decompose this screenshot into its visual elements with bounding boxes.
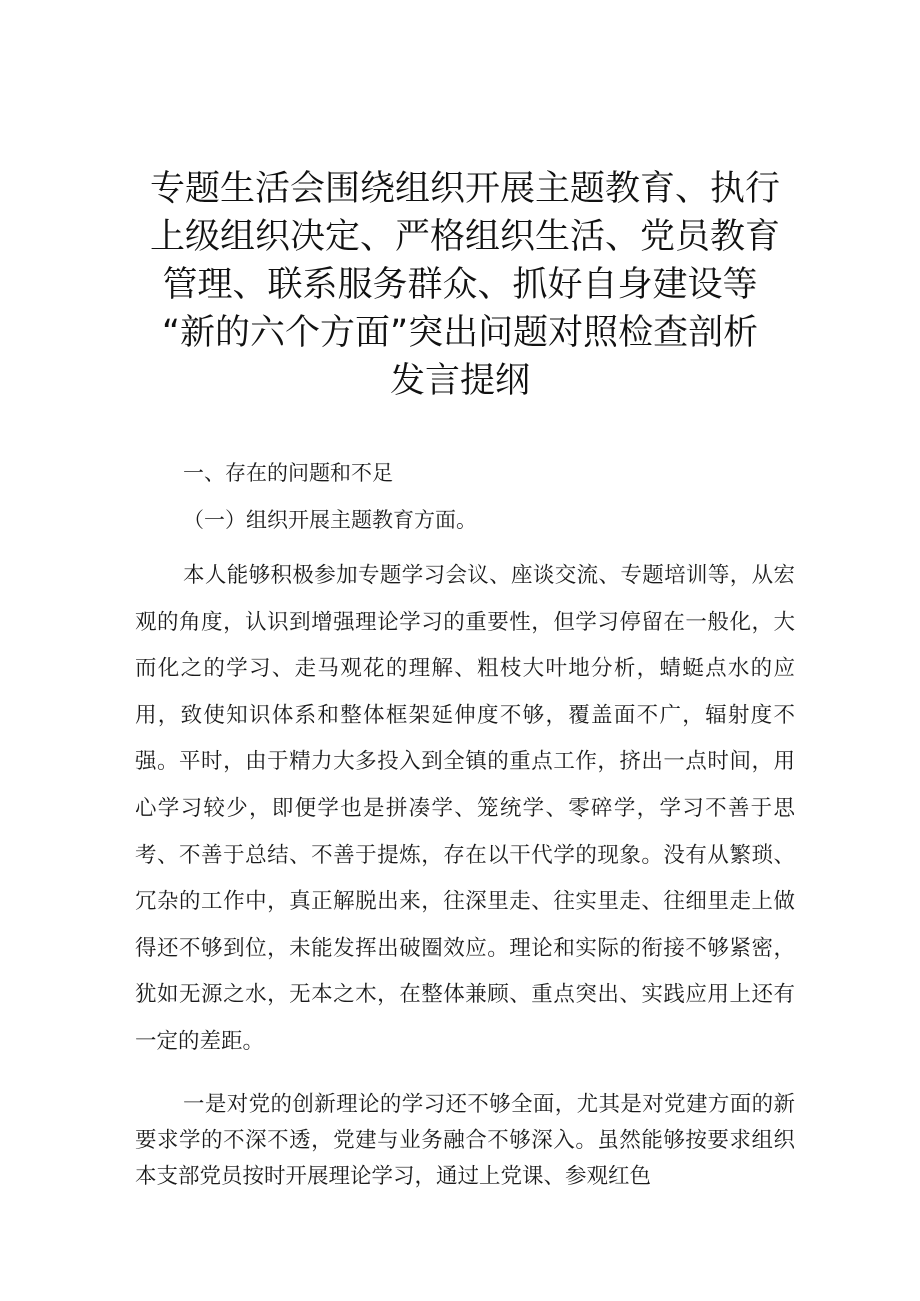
title-line-4: “新的六个方面”突出问题对照检查剖析 [161,313,759,353]
section-heading: 一、存在的问题和不足 [183,461,393,485]
paragraph-2: 一是对党的创新理论的学习还不够全面，尤其是对党建方面的新要求学的不深不透，党建与业务融合不够深入。虽然能够按要求组织本支部党员按时开展理论学习，通过上党课、参观红色 [135,1092,795,1189]
title-line-1: 专题生活会围绕组织开展主题教育、执行 [150,169,781,209]
title-line-3: 管理、联系服务群众、抓好自身建设等 [162,265,758,305]
document-title [150,165,781,405]
subsection-heading: （一）组织开展主题教育方面。 [183,508,477,532]
title-line-2: 上级组织决定、严格组织生活、党员教育 [150,217,781,257]
paragraph-1: 本人能够积极参加专题学习会议、座谈交流、专题培训等，从宏观的角度，认识到增强理论学习的重要性，但学习停留在一般化，大而化之的学习、走马观花的理解、粗枝大叶地分析，蜻蜓点水的应用，致使知识体系和整体框架延伸度不够，覆盖面不广，辐射度不强。平时，由于精力大多投入到全镇的重点工作，挤出一点时间，用心学习较少，即便学也是拼凑学、笼统学、零碎学，学习不善于思考、不善于总结、不善于提炼，存在以干代学的现象。没有从繁琐、冗杂的工作中，真正解脱出来，往深里走、往实里走、往细里走上做得还不够到位，未能发挥出破圈效应。理论和实际的衔接不够紧密，犹如无源之水，无本之木，在整体兼顾、重点突出、实践应用上还有一定的差距。 [135,563,795,1054]
title-line-5: 发言提纲 [389,361,530,401]
